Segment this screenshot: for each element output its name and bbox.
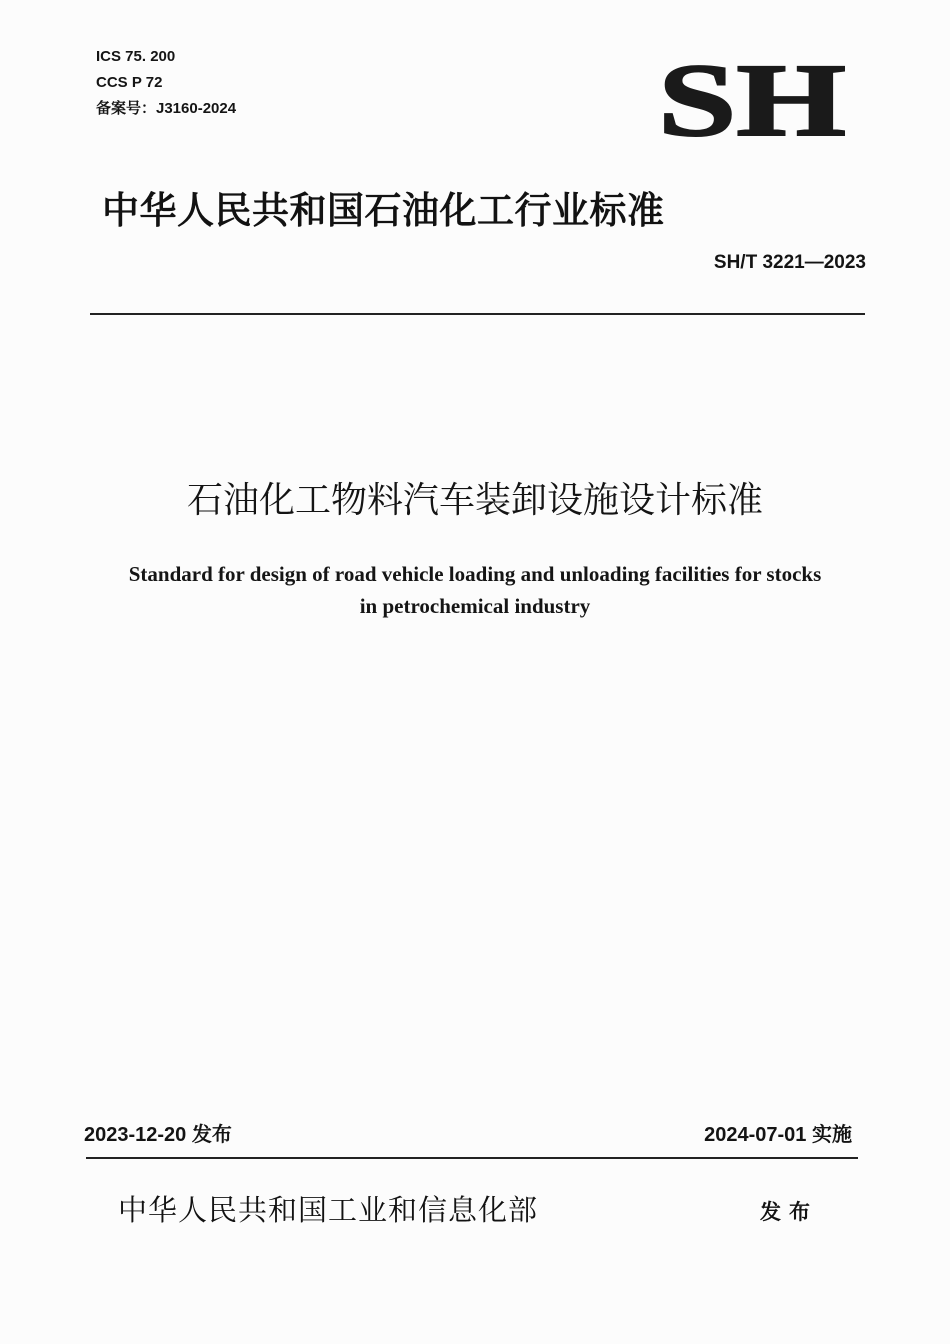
sh-logo [655,55,850,145]
english-title-line-2: in petrochemical industry [359,594,591,618]
filing-number: 备案号：J3160-2024 [96,100,237,117]
top-divider [90,313,865,315]
ccs-code: CCS P 72 [96,74,163,91]
publisher-name: 中华人民共和国工业和信息化部 [118,1193,539,1227]
document-title-chinese: 石油化工物料汽车装卸设施设计标准 [186,480,763,521]
industry-standard-title: 中华人民共和国石油化工行业标准 [102,189,665,232]
standard-number: SH/T 3221—2023 [713,252,866,273]
effective-date: 2024-07-01 实施 [704,1124,852,1146]
sh-logo-text: SH [658,55,846,145]
classification-block [96,44,236,122]
publish-label: 发布 [760,1200,818,1224]
bottom-divider [86,1157,858,1159]
document-title-english [60,558,890,622]
ics-code: ICS 75. 200 [96,48,176,65]
date-row [84,1118,854,1146]
publish-date: 2023-12-20 发布 [84,1124,232,1146]
english-title-line-1: Standard for design of road vehicle loading and unloading facilities for stocks [128,562,822,586]
